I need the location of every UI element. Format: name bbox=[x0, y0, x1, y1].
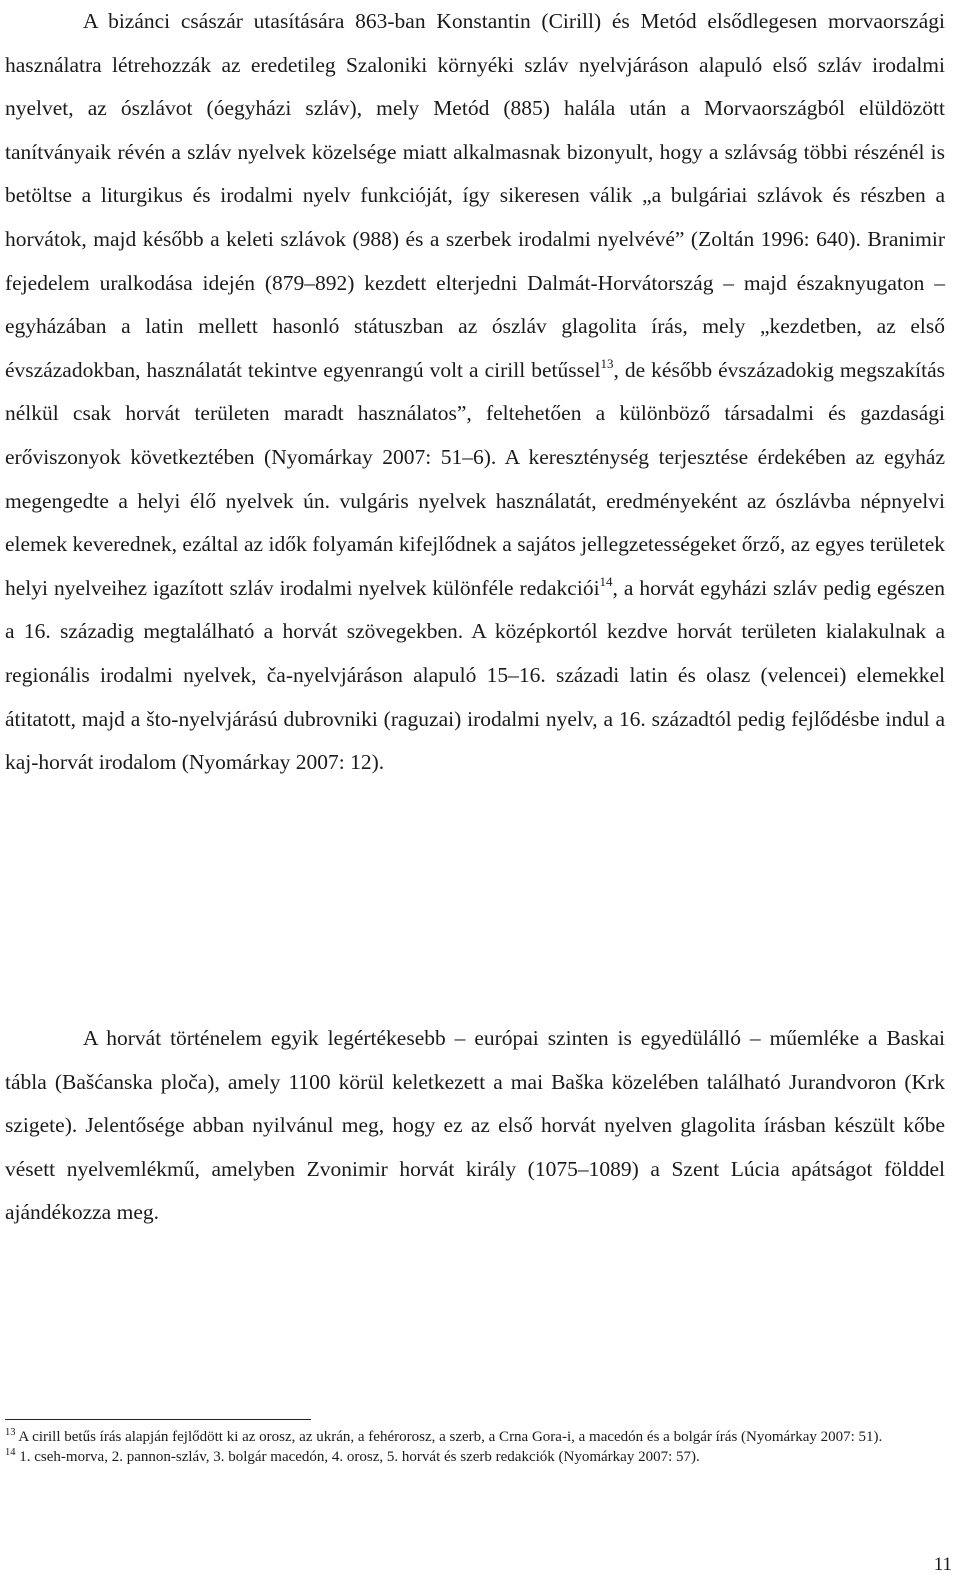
body-paragraph-1 bbox=[5, 0, 945, 785]
footnote-14 bbox=[5, 1448, 945, 1468]
footnotes bbox=[5, 1428, 945, 1467]
footnote-text: A cirill betűs írás alapján fejlődött ki az orosz, az ukrán, a fehérorosz, a szerb, a Crna Gora-i, a macedón és a bolgár írás (Nyomárkay 2007: 51). bbox=[15, 1429, 883, 1445]
paragraph-text: A bizánci császár utasítására 863-ban Konstantin (Cirill) és Metód elsődlegesen morvaországi használatra létrehozzák az eredetileg Szaloniki környéki szláv nyelvjáráson alapuló első szláv irodalmi nyelvet, az ószlávot (óegyházi szláv), mely Metód (885) halála után a Morvaországból elüldözött tanítványaik révén a szláv nyelvek közelsége miatt alkalmasnak bizonyult, hogy a szlávság többi részénél is betöltse a liturgikus és irodalmi nyelv funkcióját, így sikeresen válik „a bulgáriai szlávok és részben a horvátok, majd később a keleti szlávok (988) és a szerbek irodalmi nyelvévé” (Zoltán 1996: 640). Branimir fejedelem uralkodása idején (879–892) kezdett elterjedni Dalmát-Horvátország – majd északnyugaton – egyházában a latin mellett hasonló státuszban az ószláv glagolita írás, mely „kezdetben, az első évszázadokban, használatát tekintve egyenrangú volt a cirill betűssel bbox=[5, 9, 945, 382]
footnote-marker: 13 bbox=[5, 1427, 16, 1438]
footnote-marker: 14 bbox=[5, 1446, 16, 1458]
footnote-ref-14[interactable]: 14 bbox=[599, 573, 613, 589]
footnote-13 bbox=[5, 1428, 945, 1448]
paragraph-text: , a horvát egyházi szláv pedig egészen a 16. századig megtalálható a horvát szövegekben. A középkortól kezdve horvát területen kialakulnak a regionális irodalmi nyelvek, ča-nyelvjáráson alapuló 15–16. századi latin és olasz (velencei) elemekkel átitatott, majd a što-nyelvjárású dubrovniki (raguzai) irodalmi nyelv, a 16. századtól pedig fejlődésbe indul a kaj-horvát irodalom (Nyomárkay 2007: 12). bbox=[5, 575, 945, 775]
body-paragraph-2: A horvát történelem egyik legértékesebb – európai szinten is egyedülálló – műemléke a Baskai tábla (Bašćanska ploča), amely 1100 körül keletkezett a mai Baška közelében található Jurandvoron (Krk szigete). Jelentősége abban nyilvánul meg, hogy ez az első horvát nyelven glagolita írásban készült kőbe vésett nyelvemlékmű, amelyben Zvonimir horvát király (1075–1089) a Szent Lúcia apátságot földdel ajándékozza meg. bbox=[5, 1026, 945, 1225]
footnote-separator bbox=[5, 1419, 311, 1420]
page-number: 11 bbox=[933, 1554, 952, 1575]
footnote-text: 1. cseh-morva, 2. pannon-szláv, 3. bolgár macedón, 4. orosz, 5. horvát és szerb redakciók (Nyomárkay 2007: 57). bbox=[15, 1448, 700, 1465]
paragraph-text: , de később évszázadokig megszakítás nélkül csak horvát területen maradt használatos”, feltehetően a különböző társadalmi és gazdasági erőviszonyok következtében (Nyomárkay 2007: 51–6). A kereszténység terjesztése érdekében az egyház megengedte a helyi élő nyelvek ún. vulgáris nyelvek használatát, eredményeként az ószlávba népnyelvi elemek keverednek, ezáltal az idők folyamán kifejlődnek a sajátos jellegzetességeket őrző, az egyes területek helyi nyelveihez igazított szláv irodalmi nyelvek különféle redakciói bbox=[5, 357, 945, 600]
footnote-ref-13[interactable]: 13 bbox=[600, 355, 614, 371]
